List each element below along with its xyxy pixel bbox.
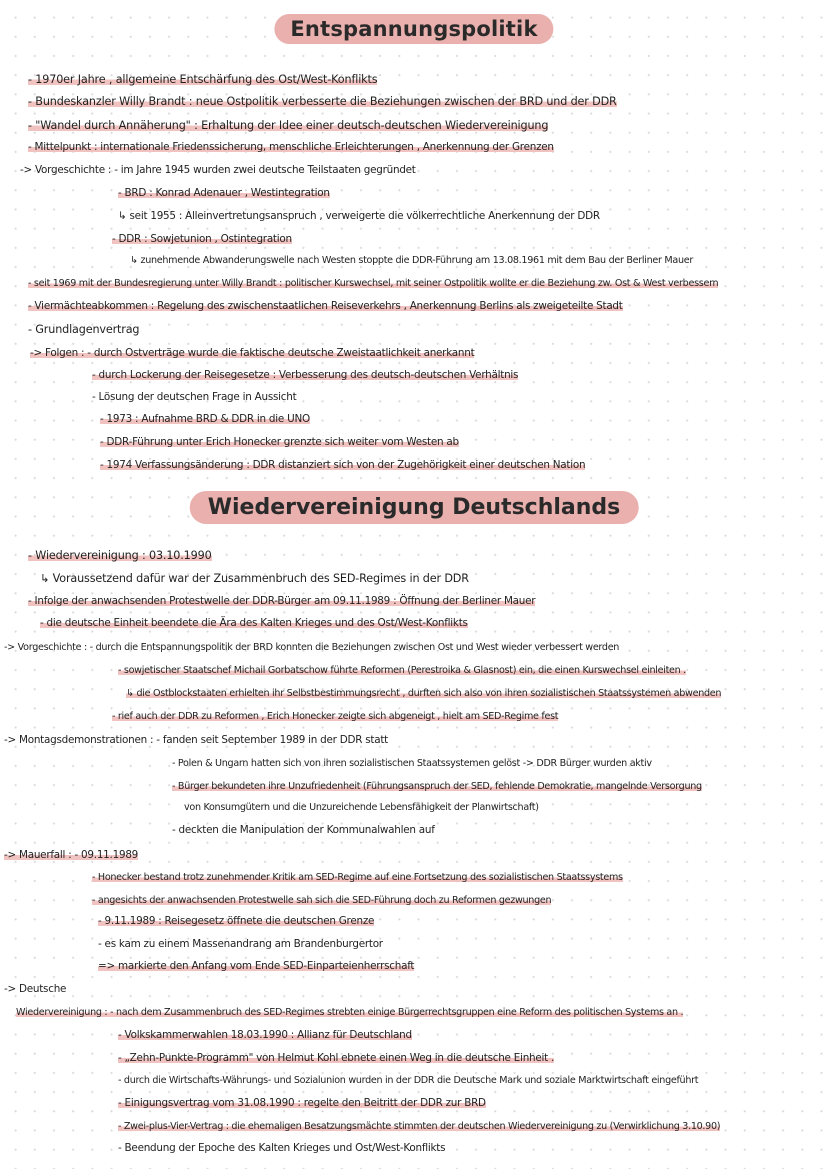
section-title-entspannungspolitik: Entspannungspolitik [274,14,553,44]
note-line: ↳ die Ostblockstaaten erhielten ihr Selbstbestimmungsrecht , durften sich also von ihren sozialistischen Staatssystemen abwenden [126,688,722,699]
note-line: - 1973 : Aufnahme BRD & DDR in die UNO [100,413,310,425]
note-line: - DDR-Führung unter Erich Honecker grenzte sich weiter vom Westen ab [100,436,459,448]
note-line: - 1974 Verfassungsänderung : DDR distanziert sich von der Zugehörigkeit einer deutschen Nation [100,459,586,471]
note-line: - DDR : Sowjetunion , Ostintegration [112,233,292,245]
note-line: - Volkskammerwahlen 18.03.1990 : Allianz für Deutschland [118,1029,412,1041]
note-line: Wiedervereinigung : - nach dem Zusammenbruch des SED-Regimes strebten einige Bürgerrechtsgruppen eine Reform des politischen Systems an . [16,1007,684,1018]
note-line: ↳ Voraussetzend dafür war der Zusammenbruch des SED-Regimes in der DDR [40,572,469,585]
note-line: - die deutsche Einheit beendete die Ära des Kalten Krieges und des Ost/West-Konflikts [40,617,468,629]
note-line: - angesichts der anwachsenden Protestwelle sah sich die SED-Führung doch zu Reformen gezwungen [92,895,552,906]
note-line: - durch Lockerung der Reisegesetze : Verbesserung des deutsch-deutschen Verhältnis [92,369,519,381]
note-line: - Grundlagenvertrag [28,323,140,336]
note-line: -> Deutsche [4,983,67,995]
note-line: -> Vorgeschichte : - durch die Entspannungspolitik der BRD konnten die Beziehungen zwischen Ost und West wieder verbessert werden [4,642,620,653]
note-line: -> Vorgeschichte : - im Jahre 1945 wurden zwei deutsche Teilstaaten gegründet [20,164,416,176]
note-line: - es kam zu einem Massenandrang am Brandenburgertor [98,938,383,950]
note-line: ↳ zunehmende Abwanderungswelle nach Westen stoppte die DDR-Führung am 13.08.1961 mit dem Bau der Berliner Mauer [130,255,693,266]
note-line: - "Wandel durch Annäherung" : Erhaltung der Idee einer deutsch-deutschen Wiedervereinigung [28,119,549,132]
note-line: - „Zehn-Punkte-Programm" von Helmut Kohl ebnete einen Weg in die deutsche Einheit . [118,1052,555,1064]
note-line: - Honecker bestand trotz zunehmender Kritik am SED-Regime auf eine Fortsetzung des sozialistischen Staatssystems [92,872,623,883]
note-line: - Lösung der deutschen Frage in Aussicht [92,391,297,403]
section-title-wiedervereinigung: Wiedervereinigung Deutschlands [190,491,639,524]
note-line: => markierte den Anfang vom Ende SED-Einparteienherrschaft [98,960,415,972]
note-line: - 9.11.1989 : Reisegesetz öffnete die deutschen Grenze [98,915,375,927]
note-line: - 1970er Jahre , allgemeine Entschärfung des Ost/West-Konflikts [28,73,378,86]
note-line: - Infolge der anwachsenden Protestwelle der DDR-Bürger am 09.11.1989 : Öffnung der Berliner Mauer [28,595,536,607]
note-line: ↳ seit 1955 : Alleinvertretungsanspruch , verweigerte die völkerrechtliche Anerkennung der DDR [118,210,600,222]
note-line: -> Mauerfall : - 09.11.1989 [4,849,139,861]
note-line: - Einigungsvertrag vom 31.08.1990 : regelte den Beitritt der DDR zur BRD [118,1097,486,1109]
note-line: - sowjetischer Staatschef Michail Gorbatschow führte Reformen (Perestroika & Glasnost) ein, die einen Kurswechsel einleiten . [118,665,686,676]
note-line: - durch die Wirtschafts-Währungs- und Sozialunion wurden in der DDR die Deutsche Mark und soziale Marktwirtschaft eingeführt [118,1075,699,1086]
note-line: - Polen & Ungarn hatten sich von ihren sozialistischen Staatssystemen gelöst -> DDR Bürger wurden aktiv [172,758,652,769]
note-line: - Zwei-plus-Vier-Vertrag : die ehemaligen Besatzungsmächte stimmten der deutschen Wiedervereinigung zu (Verwirklichung 3.10.90) [118,1121,721,1132]
note-line: -> Montagsdemonstrationen : - fanden seit September 1989 in der DDR statt [4,734,388,746]
note-line: - Wiedervereinigung : 03.10.1990 [28,549,212,562]
note-line: - seit 1969 mit der Bundesregierung unter Willy Brandt : politischer Kurswechsel, mit seiner Ostpolitik wollte er die Beziehung zw. Ost & West verbessern [28,278,719,289]
note-line: - Viermächteabkommen : Regelung des zwischenstaatlichen Reiseverkehrs , Anerkennung Berlins als zweigeteilte Stadt [28,300,623,312]
note-line: - deckten die Manipulation der Kommunalwahlen auf [172,824,435,836]
note-line: von Konsumgütern und die Unzureichende Lebensfähigkeit der Planwirtschaft) [184,802,539,813]
note-line: - Bürger bekundeten ihre Unzufriedenheit (Führungsanspruch der SED, fehlende Demokratie, mangelnde Versorgung [172,781,702,792]
note-line: -> Folgen : - durch Ostverträge wurde die faktische deutsche Zweistaatlichkeit anerkannt [30,347,475,359]
note-line: - Beendung der Epoche des Kalten Krieges und Ost/West-Konflikts [118,1142,446,1154]
note-line: - Bundeskanzler Willy Brandt : neue Ostpolitik verbesserte die Beziehungen zwischen der BRD und der DDR [28,95,617,108]
note-line: - Mittelpunkt : internationale Friedenssicherung, menschliche Erleichterungen , Anerkennung der Grenzen [28,141,554,153]
note-line: - BRD : Konrad Adenauer , Westintegration [118,187,330,199]
note-line: - rief auch der DDR zu Reformen , Erich Honecker zeigte sich abgeneigt , hielt am SED-Regime fest [112,711,559,722]
